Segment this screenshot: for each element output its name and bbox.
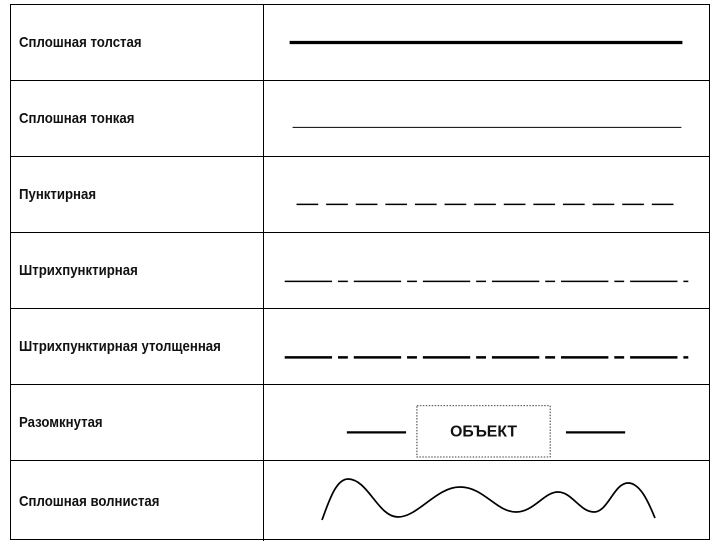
table-row <box>11 157 709 233</box>
line-type-label-cell <box>11 5 264 80</box>
open-line-sample <box>264 385 709 460</box>
object-label: ОБЪЕКТ <box>450 423 517 441</box>
line-type-label: Разомкнутая <box>19 414 103 431</box>
line-types-table <box>10 4 710 540</box>
thick-dash-dot-line-sample <box>264 309 709 384</box>
line-type-label: Сплошная толстая <box>19 34 142 51</box>
line-type-label: Штрихпунктирная утолщенная <box>19 338 221 355</box>
dashed-line-sample <box>264 157 709 232</box>
line-type-label-cell <box>11 157 264 232</box>
line-sample-cell <box>264 461 709 541</box>
line-type-label-cell <box>11 309 264 384</box>
line-sample-cell <box>264 5 709 80</box>
wavy-line-sample <box>264 461 709 541</box>
table-row <box>11 461 709 541</box>
line-sample-cell <box>264 81 709 156</box>
table-row <box>11 5 709 81</box>
line-sample-cell <box>264 157 709 232</box>
line-sample-cell <box>264 385 709 460</box>
table-row <box>11 385 709 461</box>
line-type-label-cell <box>11 385 264 460</box>
line-type-label-cell <box>11 461 264 541</box>
table-row <box>11 233 709 309</box>
line-sample-cell <box>264 233 709 308</box>
line-type-label: Пунктирная <box>19 186 97 203</box>
line-type-label: Сплошная тонкая <box>19 110 135 127</box>
line-sample-cell <box>264 309 709 384</box>
solid-thick-line-sample <box>264 5 709 80</box>
solid-thin-line-sample <box>264 81 709 156</box>
line-type-label-cell <box>11 81 264 156</box>
table-row <box>11 81 709 157</box>
table-row <box>11 309 709 385</box>
line-type-label: Штрихпунктирная <box>19 262 138 279</box>
dash-dot-line-sample <box>264 233 709 308</box>
line-type-label-cell <box>11 233 264 308</box>
line-type-label: Сплошная волнистая <box>19 492 160 510</box>
